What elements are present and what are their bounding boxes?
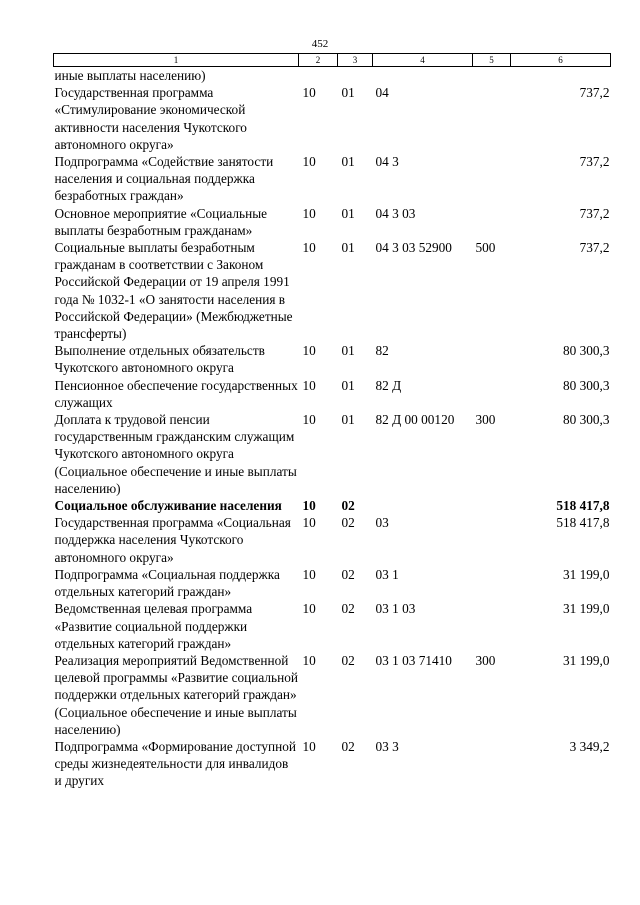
target-article-cell — [373, 67, 473, 85]
target-article-cell: 03 1 — [375, 566, 399, 582]
subsection-code-cell: 01 — [341, 377, 355, 393]
column-header-3: 3 — [338, 54, 373, 67]
subsection-code-cell: 01 — [341, 154, 355, 170]
target-article-cell: 04 — [375, 85, 389, 101]
subsection-code-cell — [338, 67, 373, 85]
table-row — [54, 342, 611, 376]
section-code-cell: 10 — [302, 377, 316, 393]
amount-cell: 80 300,3 — [562, 343, 610, 359]
subsection-code-cell: 02 — [341, 738, 355, 754]
target-article-cell: 04 3 03 52900 — [375, 240, 452, 256]
row-name-cell: Социальные выплаты безработным гражданам в соответствии с Законом Российской Федерации от 19 апреля 1991 года № 1032-1 «О занятости населения в Российской Федерации» (Межбюджетные трансферты) — [54, 240, 293, 342]
section-code-cell: 10 — [302, 205, 316, 221]
amount-cell: 31 199,0 — [562, 601, 610, 617]
expense-type-cell — [473, 205, 511, 239]
subsection-code-cell: 01 — [341, 412, 355, 428]
table-body — [54, 67, 611, 790]
subsection-code-cell: 02 — [341, 566, 355, 582]
row-name-cell: Социальное обслуживание населения — [54, 498, 282, 514]
section-code-cell: 10 — [302, 566, 316, 582]
amount-cell: 80 300,3 — [562, 377, 610, 393]
table-row — [54, 566, 611, 600]
expense-type-cell — [473, 84, 511, 153]
table-row — [54, 497, 611, 514]
table-row — [54, 600, 611, 652]
budget-table — [53, 53, 611, 790]
target-article-cell: 04 3 03 — [375, 205, 416, 221]
section-code-cell: 10 — [302, 240, 316, 256]
table-row — [54, 514, 611, 566]
section-code-cell — [299, 67, 338, 85]
column-header-2: 2 — [299, 54, 338, 67]
expense-type-cell — [473, 153, 511, 205]
subsection-code-cell: 01 — [341, 343, 355, 359]
subsection-code-cell: 02 — [341, 515, 355, 531]
section-code-cell: 10 — [302, 601, 316, 617]
section-code-cell: 10 — [302, 738, 316, 754]
table-row — [54, 84, 611, 153]
row-name-cell: Подпрограмма «Содействие занятости населения и социальная поддержка безработных граждан» — [54, 154, 274, 204]
section-code-cell: 10 — [302, 412, 316, 428]
column-header-5: 5 — [473, 54, 511, 67]
expense-type-cell — [473, 342, 511, 376]
row-name-cell: Подпрограмма «Формирование доступной среды жизнедеятельности для инвалидов и других — [54, 738, 296, 789]
target-article-cell: 03 3 — [375, 738, 399, 754]
table-row — [54, 239, 611, 342]
target-article-cell: 82 Д — [375, 377, 402, 393]
target-article-cell: 04 3 — [375, 154, 399, 170]
subsection-code-cell: 02 — [341, 652, 355, 668]
target-article-cell: 03 — [375, 515, 389, 531]
expense-type-cell — [473, 566, 511, 600]
target-article-cell: 82 — [375, 343, 389, 359]
row-name-cell: иные выплаты населению) — [54, 68, 206, 83]
subsection-code-cell: 02 — [341, 498, 355, 514]
target-article-cell — [373, 497, 473, 514]
section-code-cell: 10 — [302, 515, 316, 531]
amount-cell: 737,2 — [579, 205, 610, 221]
section-code-cell: 10 — [302, 652, 316, 668]
section-code-cell: 10 — [302, 498, 316, 514]
expense-type-cell — [473, 67, 511, 85]
expense-type-cell — [473, 497, 511, 514]
expense-type-cell — [473, 514, 511, 566]
expense-type-cell — [473, 738, 511, 790]
expense-type-cell: 500 — [475, 240, 496, 256]
target-article-cell: 03 1 03 — [375, 601, 416, 617]
table-row — [54, 738, 611, 790]
section-code-cell: 10 — [302, 343, 316, 359]
table-row — [54, 153, 611, 205]
target-article-cell: 03 1 03 71410 — [375, 652, 452, 668]
subsection-code-cell: 01 — [341, 85, 355, 101]
row-name-cell: Ведомственная целевая программа «Развитие социальной поддержки отдельных категорий граждан» — [54, 601, 253, 651]
table-row — [54, 652, 611, 738]
column-header-4: 4 — [373, 54, 473, 67]
column-number-row — [54, 54, 611, 67]
row-name-cell: Государственная программа «Социальная поддержка населения Чукотского автономного округа» — [54, 515, 291, 565]
amount-cell: 80 300,3 — [562, 412, 610, 428]
section-code-cell: 10 — [302, 154, 316, 170]
expense-type-cell — [473, 377, 511, 411]
subsection-code-cell: 01 — [341, 240, 355, 256]
amount-cell: 3 349,2 — [569, 738, 610, 754]
amount-cell: 518 417,8 — [556, 515, 610, 531]
page-number: 452 — [311, 38, 329, 50]
amount-cell: 737,2 — [579, 240, 610, 256]
amount-cell: 31 199,0 — [562, 652, 610, 668]
table-row — [54, 67, 611, 85]
amount-cell: 518 417,8 — [556, 498, 610, 514]
amount-cell: 31 199,0 — [562, 566, 610, 582]
subsection-code-cell: 02 — [341, 601, 355, 617]
row-name-cell: Основное мероприятие «Социальные выплаты безработным гражданам» — [54, 205, 268, 238]
row-name-cell: Пенсионное обеспечение государственных служащих — [54, 377, 298, 410]
expense-type-cell: 300 — [475, 412, 496, 428]
row-name-cell: Подпрограмма «Социальная поддержка отдельных категорий граждан» — [54, 566, 280, 600]
amount-cell — [511, 67, 611, 85]
section-code-cell: 10 — [302, 85, 316, 101]
row-name-cell: Реализация мероприятий Ведомственной целевой программы «Развитие социальной поддержки отдельных категорий граждан» (Социальное обеспечение и иные выплаты населению) — [54, 652, 298, 737]
table-row — [54, 377, 611, 411]
row-name-cell: Доплата к трудовой пенсии государственным гражданским служащим Чукотского автономного округа (Социальное обеспечение и иные выплаты населению) — [54, 412, 297, 496]
table-row — [54, 205, 611, 239]
subsection-code-cell: 01 — [341, 205, 355, 221]
target-article-cell: 82 Д 00 00120 — [375, 412, 455, 428]
column-header-6: 6 — [511, 54, 611, 67]
expense-type-cell — [473, 600, 511, 652]
column-header-1: 1 — [54, 54, 299, 67]
expense-type-cell: 300 — [475, 652, 496, 668]
amount-cell: 737,2 — [579, 154, 610, 170]
row-name-cell: Выполнение отдельных обязательств Чукотского автономного округа — [54, 343, 265, 376]
table-row — [54, 411, 611, 497]
amount-cell: 737,2 — [579, 85, 610, 101]
row-name-cell: Государственная программа «Стимулирование экономической активности населения Чукотского автономного округа» — [54, 85, 247, 152]
